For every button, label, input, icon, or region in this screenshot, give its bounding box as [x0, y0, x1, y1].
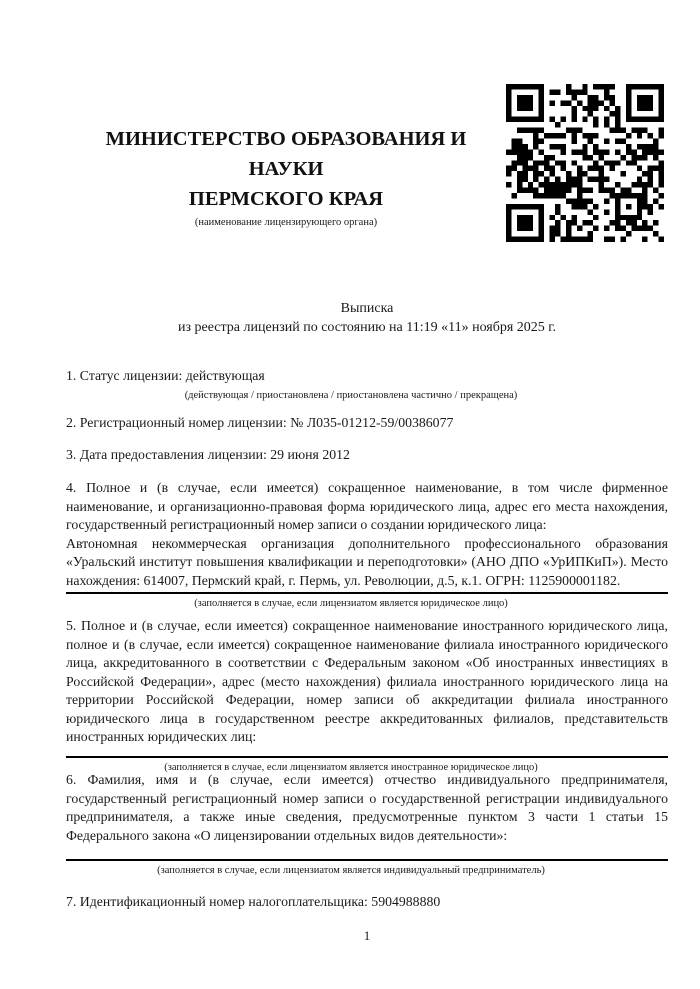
item-grant-date — [66, 446, 668, 465]
item-license-status — [66, 367, 668, 402]
fill-in-line — [66, 592, 668, 594]
licensing-authority-name — [66, 124, 506, 214]
registration-number-text: 2. Регистрационный номер лицензии: № Л035-01212-59/00386077 — [66, 415, 454, 430]
individual-entrepreneur-label: 6. Фамилия, имя и (в случае, если имеется) отчество индивидуального предпринимателя, государственный регистрационный номер записи о государственной регистрации индивидуального предпринимателя, а также иные сведения, предусмотренные пунктом 3 части 1 статьи 15 Федерального закона «О лицензировании отдельных видов деятельности»: — [66, 772, 668, 843]
fill-in-line — [66, 859, 668, 861]
legal-entity-label: 4. Полное и (в случае, если имеется) сокращенное наименование, в том числе фирменное наименование, и организационно-правовая форма юридического лица, адрес его места нахождения, государственный регистрационный номер записи о создании юридического лица: — [66, 480, 668, 532]
page-number: 1 — [363, 928, 371, 943]
item-taxpayer-number — [66, 893, 668, 912]
licensing-authority-caption: (наименование лицензирующего органа) — [194, 217, 378, 228]
ministry-name-line2: ПЕРМСКОГО КРАЯ — [188, 188, 384, 210]
legal-entity-value: Автономная некоммерческая организация дополнительного профессионального образования «Уральский институт повышения квалификации и переподготовки» (АНО ДПО «УрИПКиП»). Место нахождения: 614007, Пермский край, г. Пермь, ул. Революции, д.5, к.1. ОГРН: 1125900001182. — [66, 535, 668, 588]
document-title-line1: Выписка — [340, 301, 394, 316]
item-registration-number — [66, 414, 668, 433]
item-foreign-entity — [66, 617, 668, 774]
legal-entity-note: (заполняется в случае, если лицензиатом является юридическое лицо) — [194, 598, 508, 609]
document-title — [66, 300, 668, 337]
taxpayer-number-text: 7. Идентификационный номер налогоплательщика: 5904988880 — [66, 894, 441, 909]
license-status-variants-note: (действующая / приостановлена / приостановлена частично / прекращена) — [184, 389, 518, 401]
individual-entrepreneur-note: (заполняется в случае, если лицензиатом является индивидуальный предприниматель) — [157, 865, 545, 876]
item-legal-entity — [66, 479, 668, 610]
fill-in-line — [66, 756, 668, 758]
grant-date-text: 3. Дата предоставления лицензии: 29 июня 2012 — [66, 447, 350, 462]
ministry-name-line1: МИНИСТЕРСТВО ОБРАЗОВАНИЯ И НАУКИ — [105, 128, 467, 180]
item-individual-entrepreneur — [66, 771, 668, 877]
licensing-authority — [66, 124, 506, 230]
foreign-entity-note: (заполняется в случае, если лицензиатом является иностранное юридическое лицо) — [164, 761, 538, 773]
qr-code — [506, 84, 664, 242]
foreign-entity-label: 5. Полное и (в случае, если имеется) сокращенное наименование иностранного юридического лица, полное и (в случае, если имеется) сокращенное наименование филиала иностранного юридического лица, аккредитованного в соответствии с Федеральным законом «Об иностранных инвестициях в Российской Федерации», адрес (место нахождения) филиала иностранного юридического лица на территории Российской Федерации, номер записи об аккредитации филиала иностранного юридического лица в государственном реестре аккредитованных филиалов, представительств иностранных юридических лиц: — [66, 618, 668, 744]
license-status-text: 1. Статус лицензии: действующая — [66, 368, 265, 383]
document-title-line2: из реестра лицензий по состоянию на 11:19 «11» ноября 2025 г. — [178, 319, 556, 335]
